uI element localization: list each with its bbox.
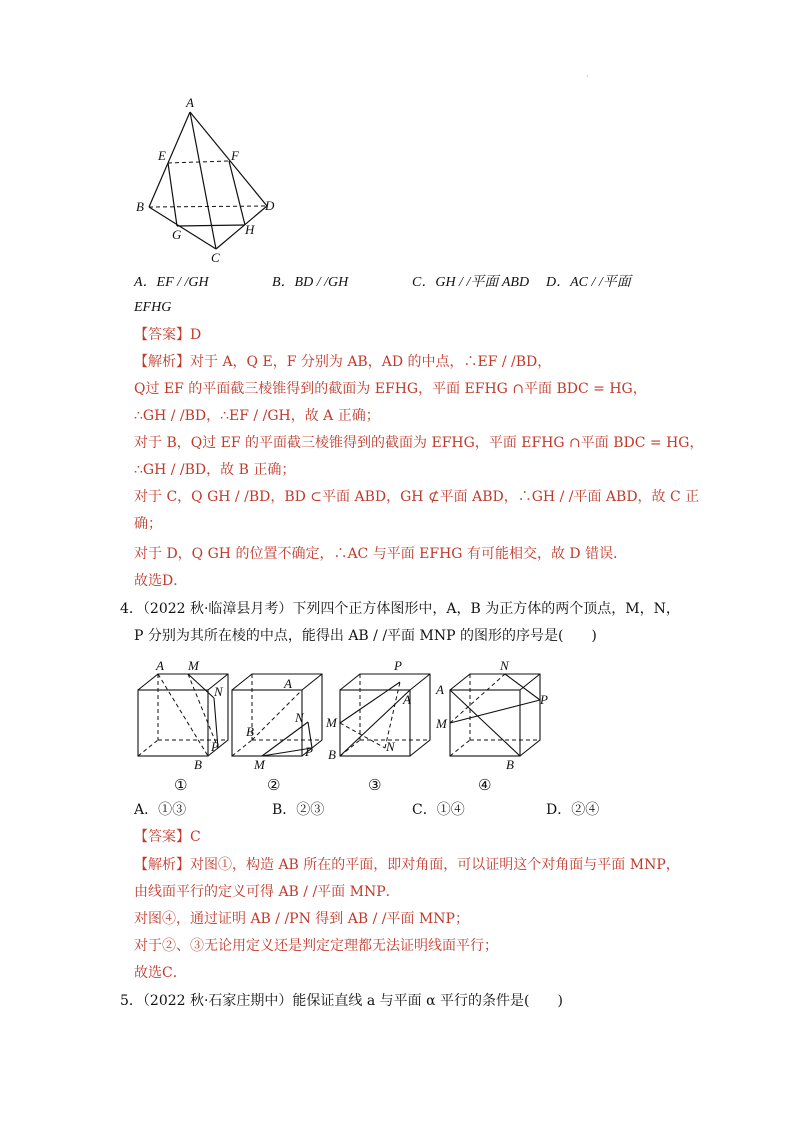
c3-label-b: B — [328, 747, 336, 762]
c4-label-a: A — [436, 682, 444, 697]
c3-label-a: A — [403, 692, 411, 707]
q4-choice-b: B．②③ — [272, 802, 325, 818]
c4-label-p: P — [540, 692, 548, 707]
fig1-label-e: E — [158, 148, 166, 163]
q3-analysis-line1 — [134, 352, 551, 372]
q3-choice-c: C．GH / /平面 ABD — [412, 275, 530, 290]
q4-analysis-line1 — [134, 855, 680, 875]
cube-number-4: ④ — [478, 776, 492, 794]
q4-answer: 【答案】C — [134, 829, 201, 845]
q3-choice-a: A．EF / /GH — [134, 275, 209, 290]
q3-analysis-line2: Q过 EF 的平面截三棱锥得到的截面为 EFHG，平面 EFHG ∩平面 BDC = HG， — [134, 381, 647, 397]
c2-label-p: P — [305, 744, 313, 759]
c2-label-n: N — [295, 710, 304, 725]
q3-choice-b: B．BD / /GH — [272, 275, 349, 290]
q4-analysis-line3: 对图④，通过证明 AB / /PN 得到 AB / /平面 MNP； — [134, 911, 469, 927]
c4-label-n: N — [500, 658, 509, 673]
c1-label-p: P — [211, 739, 219, 754]
c2-label-a: A — [284, 676, 292, 691]
q3-analysis-line5: ∴GH / /BD，故 B 正确； — [134, 462, 296, 478]
fig1-label-g: G — [172, 227, 182, 242]
c4-label-b: B — [506, 757, 514, 772]
q3-analysis-line3: ∴GH / /BD，∴EF / /GH，故 A 正确； — [134, 408, 380, 424]
top-mark: · — [586, 72, 589, 81]
q3-analysis-tag: 【解析】 — [134, 354, 190, 370]
q4-choice-a: A．①③ — [134, 802, 187, 818]
cube-number-3: ③ — [368, 776, 382, 794]
q5-stem-line1: 5．（2022 秋·石家庄期中）能保证直线 a 与平面 α 平行的条件是( ) — [120, 993, 563, 1009]
cube-number-2: ② — [267, 776, 281, 794]
q3-analysis-line7: 确； — [134, 516, 162, 532]
cube-4 — [450, 674, 540, 756]
cube-number-1: ① — [174, 776, 188, 794]
q4-analysis-line4: 对于②、③无论用定义还是判定定理都无法证明线面平行； — [134, 938, 498, 954]
q4-stem-line1: 4．（2022 秋·临漳县月考）下列四个正方体图形中，A，B 为正方体的两个顶点，M，N， — [120, 601, 680, 617]
c1-label-a: A — [156, 658, 164, 673]
c1-label-n: N — [214, 684, 223, 699]
q4-stem-line2: P 分别为其所在棱的中点，能得出 AB / /平面 MNP 的图形的序号是( ) — [134, 628, 597, 644]
tetrahedron-figure — [132, 94, 292, 266]
fig1-label-c: C — [211, 250, 220, 265]
q3-analysis-line9: 故选D． — [134, 573, 188, 589]
cube-3 — [340, 674, 430, 756]
q3-analysis-text1: 对于 A，Q E，F 分别为 AB，AD 的中点，∴EF / /BD， — [190, 354, 552, 370]
fig1-label-h: H — [245, 222, 255, 237]
q3-analysis-line8: 对于 D，Q GH 的位置不确定，∴AC 与平面 EFHG 有可能相交，故 D 错误． — [134, 546, 628, 562]
c1-label-m: M — [188, 658, 199, 673]
c3-label-p: P — [394, 658, 402, 673]
q4-analysis-text1: 对图①，构造 AB 所在的平面，即对角面，可以证明这个对角面与平面 MNP， — [190, 857, 680, 873]
fig1-label-a: A — [186, 95, 194, 110]
fig1-label-b: B — [136, 199, 144, 214]
fig1-label-d: D — [265, 198, 275, 213]
c3-label-n: N — [386, 739, 395, 754]
q3-choice-d: D．AC / /平面 — [546, 275, 631, 290]
q4-choice-c: C．①④ — [412, 802, 465, 818]
c1-label-b: B — [194, 757, 202, 772]
c4-label-m: M — [436, 716, 447, 731]
q4-analysis-line2: 由线面平行的定义可得 AB / /平面 MNP． — [134, 884, 400, 900]
q4-analysis-tag: 【解析】 — [134, 857, 190, 873]
q4-analysis-line5: 故选C． — [134, 965, 187, 981]
cubes-figure — [130, 656, 570, 794]
q3-analysis-line6: 对于 C，Q GH / /BD，BD ⊂平面 ABD，GH ⊄平面 ABD，∴GH / /平面 ABD，故 C 正 — [134, 489, 700, 505]
c2-label-m: M — [254, 757, 265, 772]
c3-label-m: M — [326, 715, 337, 730]
fig1-label-f: F — [231, 148, 239, 163]
q3-answer: 【答案】D — [134, 327, 202, 343]
q4-choice-d: D．②④ — [546, 802, 600, 818]
q3-choice-d-cont: EFHG — [134, 300, 172, 315]
q3-analysis-line4: 对于 B，Q过 EF 的平面截三棱锥得到的截面为 EFHG，平面 EFHG ∩平面 BDC = HG， — [134, 435, 704, 451]
c2-label-b: B — [246, 724, 254, 739]
